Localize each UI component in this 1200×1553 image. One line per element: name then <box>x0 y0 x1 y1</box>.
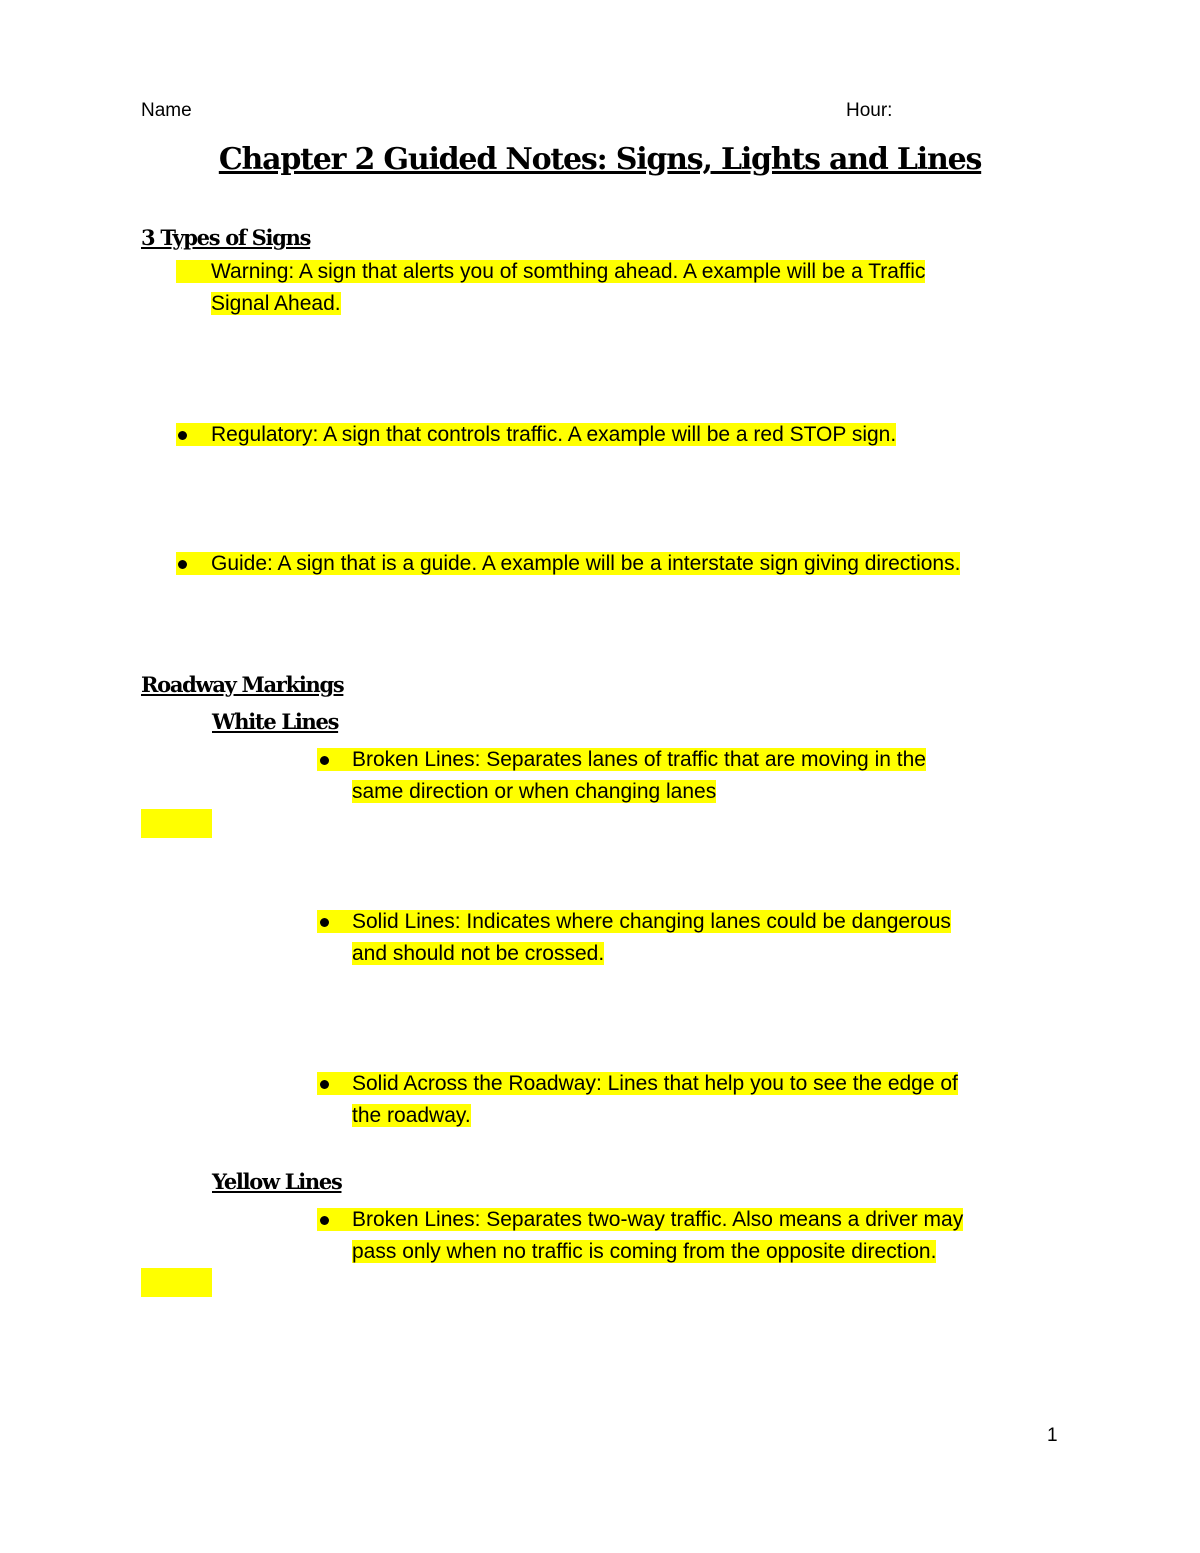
signs-heading: 3 Types of Signs <box>141 225 311 250</box>
warning-line1: Warning: A sign that alerts you of somthing ahead. A example will be a Traffic <box>176 260 925 283</box>
white-lines-heading: White Lines <box>212 709 339 734</box>
white-broken-line1: Broken Lines: Separates lanes of traffic that are moving in the <box>317 748 926 771</box>
name-label: Name <box>141 100 192 121</box>
guide-line1: Guide: A sign that is a guide. A example will be a interstate sign giving directions. <box>176 552 960 575</box>
white-solid-line2: and should not be crossed. <box>352 942 605 965</box>
highlight-mark <box>141 809 212 838</box>
yellow-lines-heading: Yellow Lines <box>212 1169 342 1194</box>
white-across-line2: the roadway. <box>352 1104 471 1127</box>
bullet-icon <box>178 431 187 440</box>
white-across-line1: Solid Across the Roadway: Lines that help you to see the edge of <box>317 1072 958 1095</box>
page-title: Chapter 2 Guided Notes: Signs, Lights and Lines <box>218 142 982 177</box>
bullet-icon <box>320 756 329 765</box>
bullet-icon <box>320 1080 329 1089</box>
warning-line2: Signal Ahead. <box>211 292 341 315</box>
bullet-icon <box>178 560 187 569</box>
white-solid-line1: Solid Lines: Indicates where changing lanes could be dangerous <box>317 910 951 933</box>
white-broken-line2: same direction or when changing lanes <box>352 780 717 803</box>
bullet-icon <box>320 918 329 927</box>
regulatory-line1: Regulatory: A sign that controls traffic. A example will be a red STOP sign. <box>176 423 896 446</box>
page-number: 1 <box>1047 1425 1058 1446</box>
hour-label: Hour: <box>846 100 893 121</box>
yellow-broken-line2: pass only when no traffic is coming from the opposite direction. <box>352 1240 937 1263</box>
yellow-broken-line1: Broken Lines: Separates two-way traffic. Also means a driver may <box>317 1208 963 1231</box>
highlight-mark <box>141 1268 212 1297</box>
roadway-heading: Roadway Markings <box>141 672 344 697</box>
bullet-icon <box>320 1216 329 1225</box>
